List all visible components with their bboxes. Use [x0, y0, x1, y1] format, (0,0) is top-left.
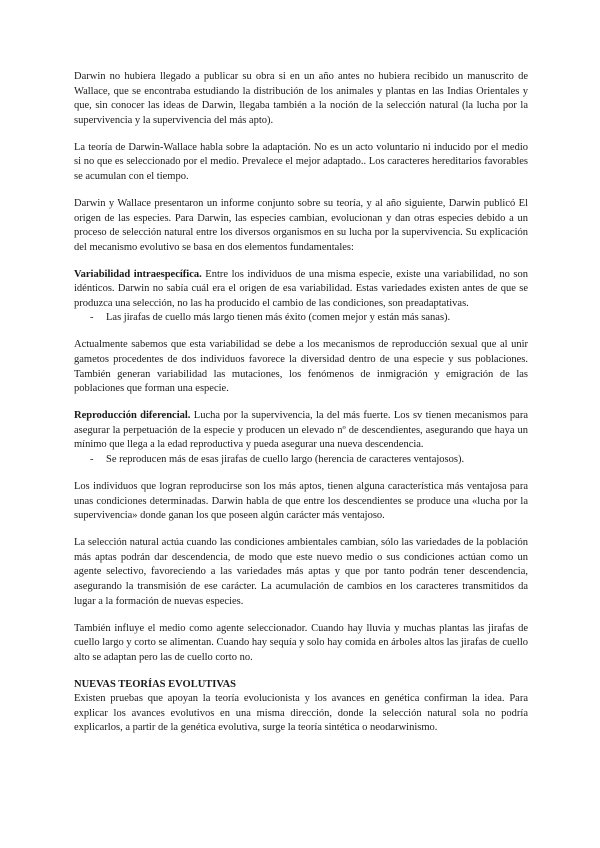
bullet-item-long-neck-success	[74, 311, 528, 326]
bullet-marker: -	[90, 312, 94, 324]
paragraph-variability	[74, 268, 528, 312]
differential-reproduction-text: Lucha por la supervivencia, la del más fuerte. Los sv tienen mecanismos para asegurar la perpetuación de la especie y producen un elevado nº de descendientes, asegurando que haya un mínimo que llega a la edad reproductiva y pueda asegurar una nueva descendencia.	[74, 410, 528, 451]
section-heading-new-theories: NUEVAS TEORÍAS EVOLUTIVAS	[74, 678, 237, 690]
bullet-item-reproduce-more	[74, 453, 528, 468]
bullet-text: Las jirafas de cuello más largo tienen más éxito (comen mejor y están más sanas).	[106, 312, 451, 324]
paragraph-neodarwinism: Existen pruebas que apoyan la teoría evolucionista y los avances en genética confirman la idea. Para explicar los avances evolutivos en una misma dirección, donde la selección natural sola no podría explicarlos, a partir de la genética evolutiva, surge la teoría sintética o neodarwinismo.	[74, 693, 528, 734]
paragraph-wallace-manuscript: Darwin no hubiera llegado a publicar su obra si en un año antes no hubiera recibido un manuscrito de Wallace, que se encontraba estudiando la distribución de los animales y plantas en las Indias Orientales y que, sin conocer las ideas de Darwin, llegaba también a la noción de la selección natural (la lucha por la supervivencia y la supervivencia del más apto).	[74, 71, 528, 126]
paragraph-fittest-individuals: Los individuos que logran reproducirse son los más aptos, tienen alguna característica más ventajosa para unas condiciones determinadas. Darwin habla de que entre los descendientes se produce una «lucha por la supervivencia» donde ganan los que poseen algún carácter más ventajoso.	[74, 481, 528, 522]
paragraph-darwin-wallace-theory: La teoría de Darwin-Wallace habla sobre la adaptación. No es un acto voluntario ni inducido por el medio si no que es seleccionado por el medio. Prevalece el mejor adaptado.. Los caracteres hereditarios favorables se acumulan con el tiempo.	[74, 141, 528, 182]
paragraph-environment-selector: También influye el medio como agente seleccionador. Cuando hay lluvia y muchas plantas las jirafas de cuello largo y corto se alimentan. Cuando hay sequía y solo hay comida en árboles altos las jirafas de cuello alto se adaptan pero las de cuello corto no.	[74, 622, 528, 663]
bullet-marker: -	[90, 454, 94, 466]
term-differential-reproduction: Reproducción diferencial.	[74, 410, 191, 422]
term-variability: Variabilidad intraespecífica.	[74, 268, 202, 280]
bullet-text: Se reproducen más de esas jirafas de cuello largo (herencia de caracteres ventajosos).	[106, 454, 465, 466]
paragraph-sexual-reproduction: Actualmente sabemos que esta variabilidad se debe a los mecanismos de reproducción sexual que al unir gametos procedentes de dos individuos favorece la diversidad dentro de una especie y sus poblaciones. También generan variabilidad las mutaciones, los fenómenos de inmigración y emigración de las poblaciones que forman una especie.	[74, 339, 528, 395]
variability-text: Entre los individuos de una misma especie, existe una variabilidad, no son idénticos. Darwin no sabía cuál era el origen de esa variabilidad. Estas variedades existen antes de que se produzca una selección, no las ha producido el cambio de las condiciones, son preadaptativas.	[74, 268, 528, 309]
paragraph-origin-of-species: Darwin y Wallace presentaron un informe conjunto sobre su teoría, y al año siguiente, Darwin publicó El origen de las especies. Para Darwin, las especies cambian, evolucionan y dan otras especies debido a un proceso de selección natural entre los diversos organismos en su lucha por la supervivencia. Su explicación del mecanismo evolutivo se basa en dos elementos fundamentales:	[74, 197, 528, 253]
paragraph-differential-reproduction	[74, 409, 528, 453]
document-body	[74, 70, 528, 748]
paragraph-natural-selection: La selección natural actúa cuando las condiciones ambientales cambian, sólo las variedades de la población más aptas podrán dar descendencia, de modo que este nuevo medio o sus condiciones actúan como un agente selectivo, favoreciendo a las variedades más aptas y que por tanto podrán tener descendencia, asegurando la transmisión de ese carácter. La acumulación de cambios en los caracteres transmitidos da lugar a la formación de nuevas especies.	[74, 537, 528, 607]
